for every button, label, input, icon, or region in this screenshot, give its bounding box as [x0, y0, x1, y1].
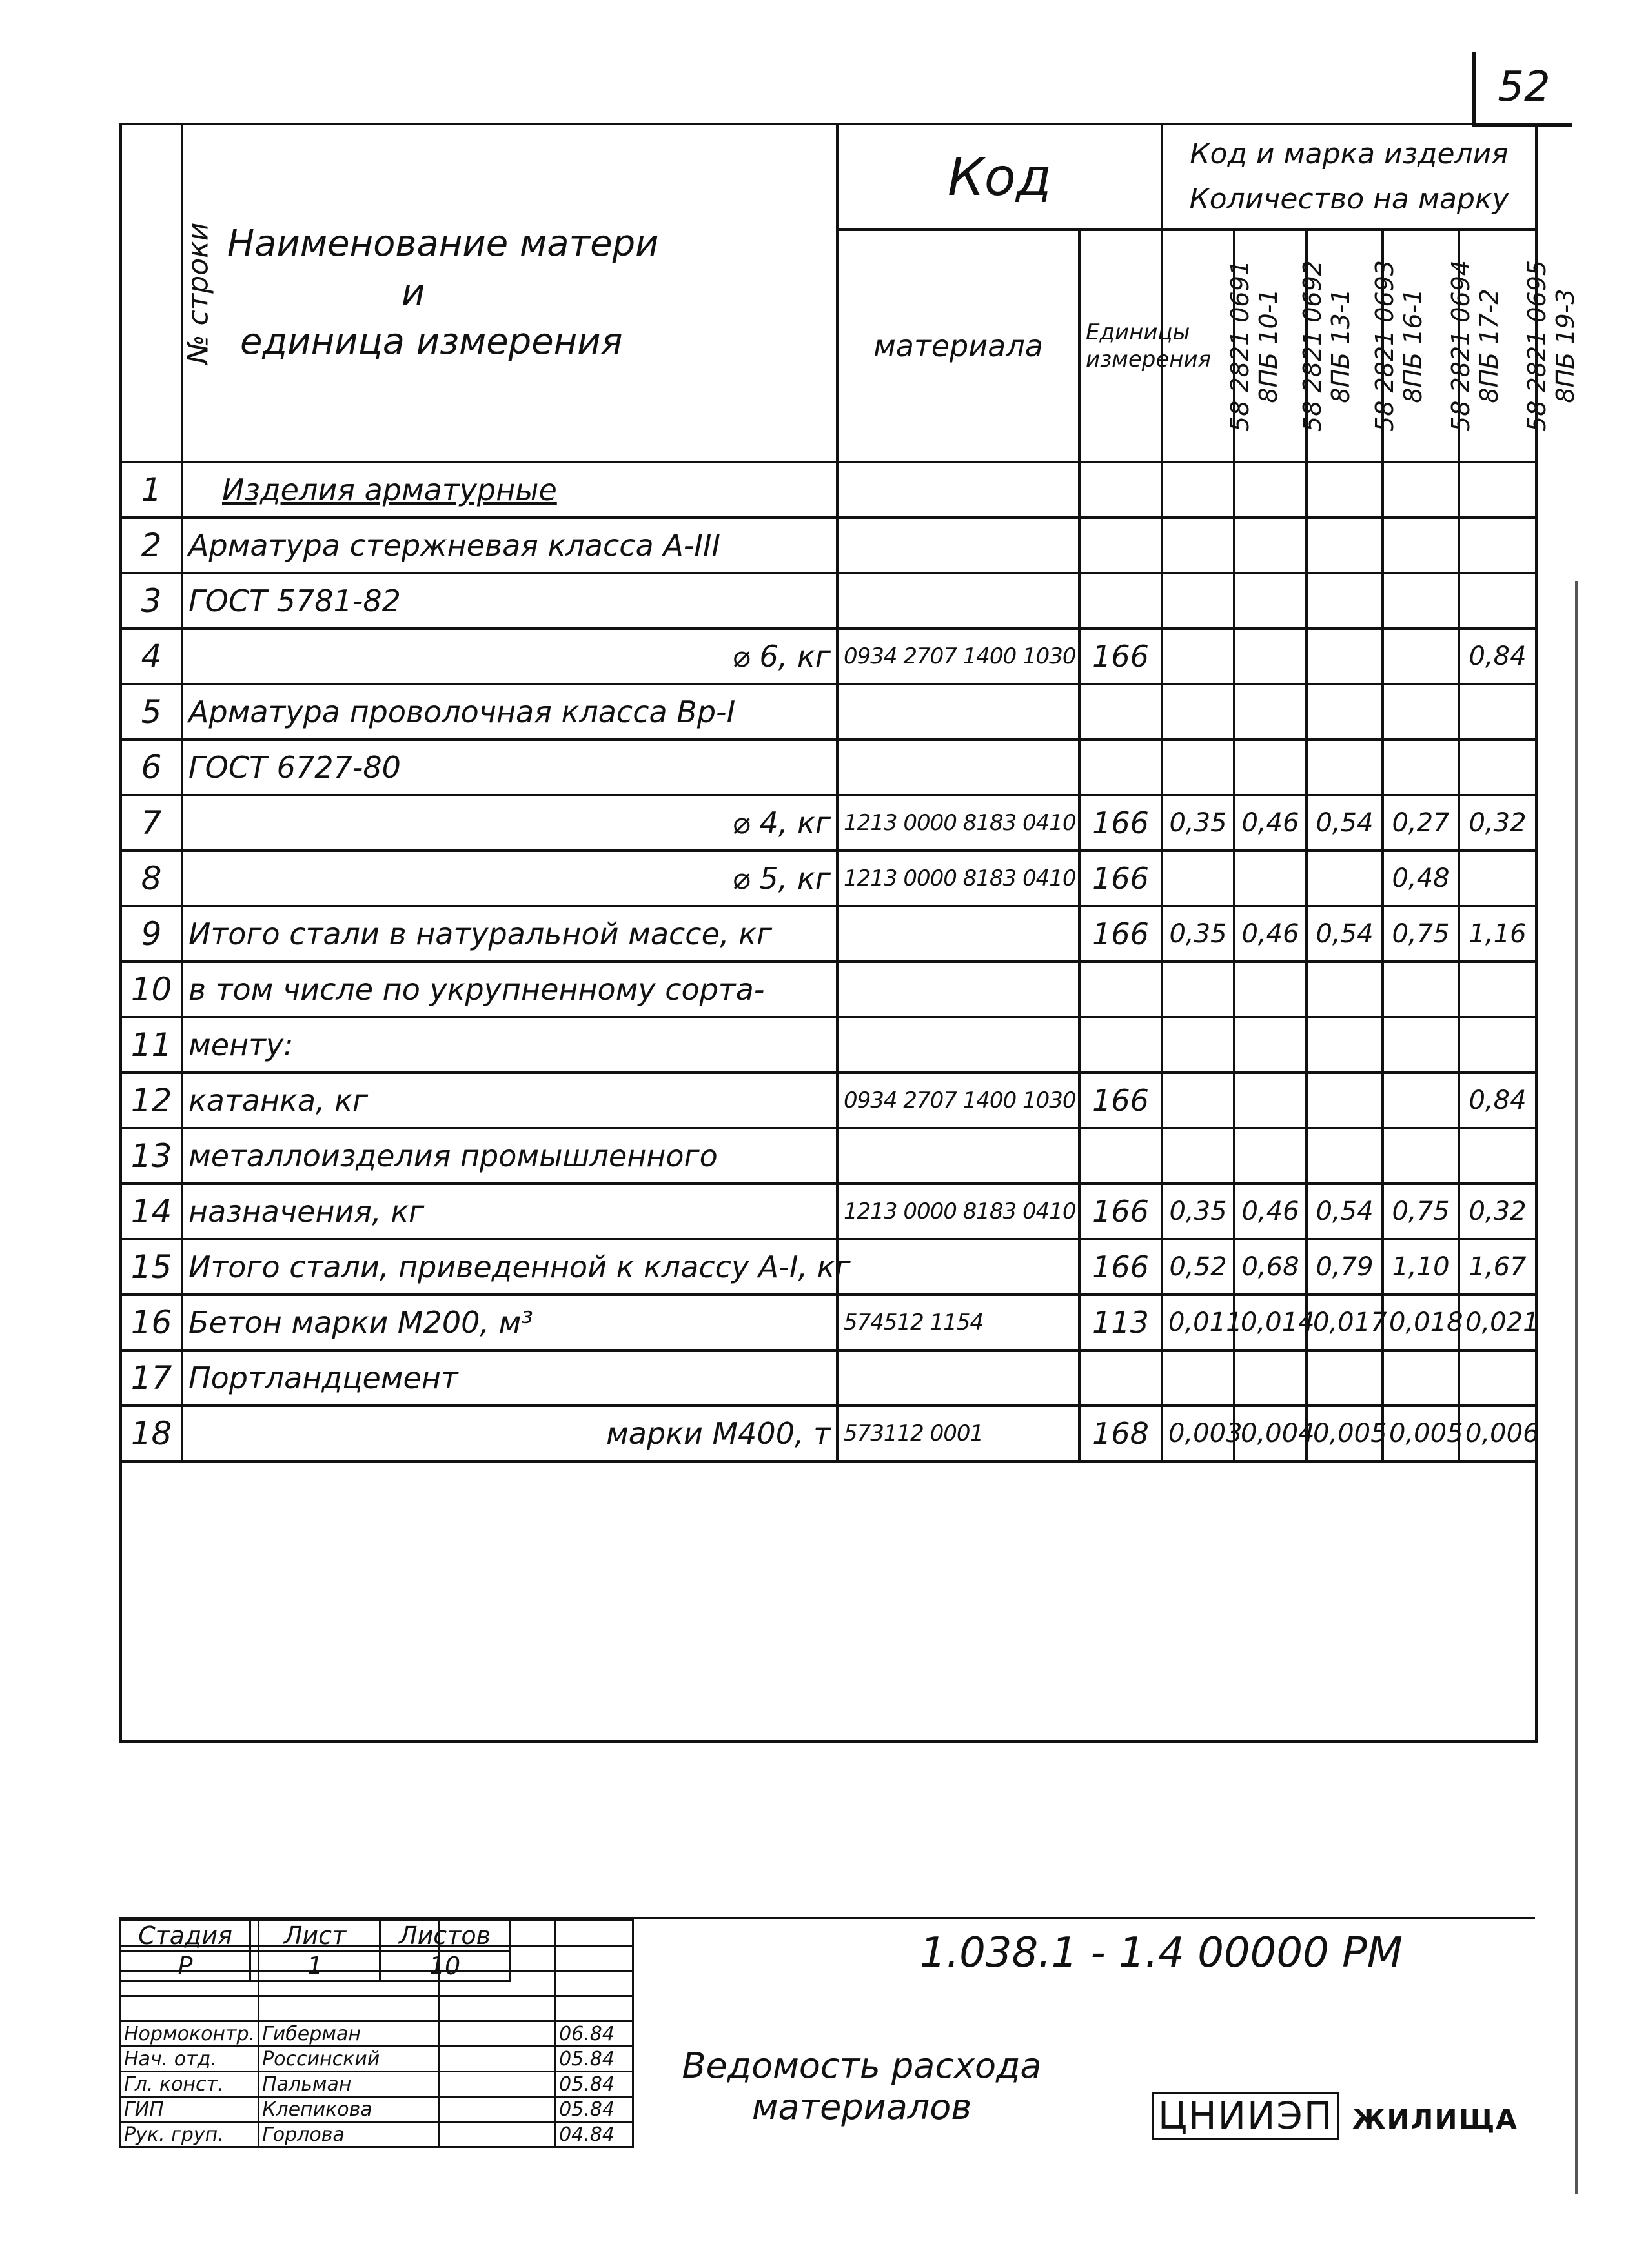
material-name: менту: — [182, 1017, 837, 1073]
material-name: ГОСТ 6727-80 — [182, 740, 837, 795]
signature-date: 04.84 — [556, 2122, 633, 2147]
material-code — [837, 740, 1079, 795]
quantity-cell — [1162, 1073, 1234, 1128]
signer-role: ГИП — [121, 2097, 259, 2122]
material-code: 573112 0001 — [837, 1406, 1079, 1461]
row-number: 11 — [121, 1017, 182, 1073]
materials-table — [119, 123, 1580, 1743]
signer-name: Гиберман — [259, 2021, 440, 2047]
quantity-cell — [1307, 462, 1383, 518]
product-column-2: 58 2821 0692 8ПБ 13-1 — [1234, 230, 1307, 462]
quantity-cell: 0,014 — [1234, 1295, 1307, 1350]
quantity-cell: 0,011 — [1162, 1295, 1234, 1350]
quantity-cell — [1234, 740, 1307, 795]
quantity-cell — [1383, 962, 1459, 1017]
quantity-cell — [1307, 962, 1383, 1017]
signature — [440, 2072, 556, 2097]
material-code: 0934 2707 1400 1030 — [837, 1073, 1079, 1128]
quantity-cell — [1383, 573, 1459, 629]
row-number: 8 — [121, 851, 182, 906]
quantity-cell: 1,16 — [1459, 906, 1536, 962]
sheet-label: Лист — [250, 1921, 380, 1951]
signature-row — [121, 2047, 633, 2072]
material-name: Портландцемент — [182, 1350, 837, 1406]
organization: ЦНИИЭП ЖИЛИЩА — [1152, 2094, 1518, 2138]
material-name: в том числе по укрупненному сорта- — [182, 962, 837, 1017]
stage-value: Р — [121, 1951, 250, 1981]
signature — [440, 2097, 556, 2122]
material-name: ⌀ 4, кг — [182, 795, 837, 851]
quantity-cell — [1307, 740, 1383, 795]
material-code — [837, 573, 1079, 629]
unit-code — [1079, 740, 1162, 795]
quantity-cell — [1307, 1350, 1383, 1406]
unit-code: 168 — [1079, 1406, 1162, 1461]
row-number: 4 — [121, 629, 182, 684]
unit-code-header: Единицы измерения — [1079, 230, 1162, 462]
material-name: Бетон марки М200, м³ — [182, 1295, 837, 1350]
quantity-cell — [1459, 962, 1536, 1017]
material-code — [837, 1239, 1079, 1295]
row-number: 13 — [121, 1128, 182, 1184]
quantity-cell: 0,35 — [1162, 906, 1234, 962]
table-row — [121, 962, 1536, 1017]
quantity-cell — [1459, 740, 1536, 795]
quantity-cell: 0,32 — [1459, 1184, 1536, 1239]
quantity-cell — [1459, 1128, 1536, 1184]
quantity-cell — [1459, 1350, 1536, 1406]
stage-table — [119, 1919, 511, 1982]
material-name: Итого стали в натуральной массе, кг — [182, 906, 837, 962]
stage-label: Стадия — [121, 1921, 250, 1951]
unit-code: 166 — [1079, 1239, 1162, 1295]
quantity-cell: 0,021 — [1459, 1295, 1536, 1350]
quantity-cell — [1162, 962, 1234, 1017]
document-code: 1.038.1 - 1.4 00000 РМ — [920, 1929, 1403, 1977]
table-row — [121, 1239, 1536, 1295]
quantity-cell — [1459, 851, 1536, 906]
table-row — [121, 1295, 1536, 1350]
quantity-cell: 0,52 — [1162, 1239, 1234, 1295]
row-number: 12 — [121, 1073, 182, 1128]
table-row — [121, 1017, 1536, 1073]
product-column-4: 58 2821 0694 8ПБ 17-2 — [1383, 230, 1459, 462]
quantity-cell — [1162, 629, 1234, 684]
material-code — [837, 684, 1079, 740]
unit-code — [1079, 1128, 1162, 1184]
product-column-1: 58 2821 0691 8ПБ 10-1 — [1162, 230, 1234, 462]
row-number: 9 — [121, 906, 182, 962]
material-code — [837, 1128, 1079, 1184]
material-code-header: материала — [837, 230, 1079, 462]
table-row — [121, 518, 1536, 573]
quantity-cell: 0,004 — [1234, 1406, 1307, 1461]
material-code: 1213 0000 8183 0410 — [837, 851, 1079, 906]
table-row — [121, 684, 1536, 740]
material-name: Итого стали, приведенной к классу А-I, кг — [182, 1239, 837, 1295]
material-name: марки М400, т — [182, 1406, 837, 1461]
quantity-cell: 0,35 — [1162, 1184, 1234, 1239]
quantity-cell — [1383, 684, 1459, 740]
row-number: 6 — [121, 740, 182, 795]
quantity-cell — [1162, 1017, 1234, 1073]
material-code — [837, 962, 1079, 1017]
quantity-cell: 0,35 — [1162, 795, 1234, 851]
material-name: ⌀ 6, кг — [182, 629, 837, 684]
material-name: ⌀ 5, кг — [182, 851, 837, 906]
quantity-cell — [1162, 851, 1234, 906]
signer-name: Горлова — [259, 2122, 440, 2147]
quantity-cell — [1307, 851, 1383, 906]
signer-name: Россинский — [259, 2047, 440, 2072]
unit-code — [1079, 1350, 1162, 1406]
quantity-cell: 1,67 — [1459, 1239, 1536, 1295]
quantity-cell: 0,018 — [1383, 1295, 1459, 1350]
quantity-cell — [1307, 1128, 1383, 1184]
product-column-3: 58 2821 0693 8ПБ 16-1 — [1307, 230, 1383, 462]
quantity-cell: 0,005 — [1307, 1406, 1383, 1461]
unit-code: 166 — [1079, 1073, 1162, 1128]
product-column-5: 58 2821 0695 8ПБ 19-3 — [1459, 230, 1536, 462]
quantity-cell — [1383, 1128, 1459, 1184]
quantity-cell: 0,75 — [1383, 1184, 1459, 1239]
material-code: 574512 1154 — [837, 1295, 1079, 1350]
row-number: 15 — [121, 1239, 182, 1295]
unit-code — [1079, 1017, 1162, 1073]
quantity-cell: 0,017 — [1307, 1295, 1383, 1350]
signature-row — [121, 2122, 633, 2147]
quantity-cell — [1307, 629, 1383, 684]
unit-code: 113 — [1079, 1295, 1162, 1350]
quantity-cell — [1234, 684, 1307, 740]
material-code: 1213 0000 8183 0410 — [837, 795, 1079, 851]
quantity-cell: 0,005 — [1383, 1406, 1459, 1461]
quantity-cell — [1459, 684, 1536, 740]
material-code — [837, 906, 1079, 962]
quantity-cell — [1307, 684, 1383, 740]
signature-date: 05.84 — [556, 2047, 633, 2072]
document-title: Ведомость расхода материалов — [682, 2045, 1042, 2127]
quantity-cell — [1234, 851, 1307, 906]
quantity-cell: 0,54 — [1307, 795, 1383, 851]
quantity-cell: 0,46 — [1234, 795, 1307, 851]
quantity-cell: 0,54 — [1307, 906, 1383, 962]
quantity-cell — [1383, 518, 1459, 573]
table-row — [121, 851, 1536, 906]
quantity-cell: 0,32 — [1459, 795, 1536, 851]
quantity-cell — [1459, 462, 1536, 518]
table-row — [121, 906, 1536, 962]
row-number: 7 — [121, 795, 182, 851]
material-name: металлоизделия промышленного — [182, 1128, 837, 1184]
material-code: 0934 2707 1400 1030 — [837, 629, 1079, 684]
quantity-cell — [1234, 1350, 1307, 1406]
blank-area — [121, 1461, 1536, 1741]
signature-date: 05.84 — [556, 2097, 633, 2122]
quantity-cell — [1162, 518, 1234, 573]
unit-code: 166 — [1079, 1184, 1162, 1239]
unit-code — [1079, 518, 1162, 573]
signer-role: Рук. груп. — [121, 2122, 259, 2147]
quantity-cell: 0,46 — [1234, 1184, 1307, 1239]
table-row — [121, 573, 1536, 629]
row-number: 18 — [121, 1406, 182, 1461]
material-code — [837, 1350, 1079, 1406]
unit-code — [1079, 573, 1162, 629]
signature-row — [121, 2072, 633, 2097]
table-row — [121, 1406, 1536, 1461]
signature — [440, 2122, 556, 2147]
margin-line — [1575, 581, 1578, 2194]
row-number: 5 — [121, 684, 182, 740]
product-header: Код и марка изделия Количество на марку — [1162, 124, 1536, 230]
quantity-cell — [1459, 518, 1536, 573]
material-code — [837, 462, 1079, 518]
quantity-cell: 0,79 — [1307, 1239, 1383, 1295]
unit-code — [1079, 962, 1162, 1017]
row-number: 2 — [121, 518, 182, 573]
signature-date: 05.84 — [556, 2072, 633, 2097]
signature — [440, 2021, 556, 2047]
signature-row — [121, 2021, 633, 2047]
sheet-value: 1 — [250, 1951, 380, 1981]
signer-name: Клепикова — [259, 2097, 440, 2122]
quantity-cell: 0,48 — [1383, 851, 1459, 906]
quantity-cell: 0,84 — [1459, 629, 1536, 684]
quantity-cell: 0,003 — [1162, 1406, 1234, 1461]
row-number: 1 — [121, 462, 182, 518]
quantity-cell: 0,68 — [1234, 1239, 1307, 1295]
quantity-cell — [1383, 462, 1459, 518]
material-name: катанка, кг — [182, 1073, 837, 1128]
quantity-cell — [1234, 629, 1307, 684]
quantity-cell — [1162, 462, 1234, 518]
signature-date: 06.84 — [556, 2021, 633, 2047]
quantity-cell — [1307, 1017, 1383, 1073]
row-number: 10 — [121, 962, 182, 1017]
quantity-cell: 0,006 — [1459, 1406, 1536, 1461]
table-row — [121, 1184, 1536, 1239]
quantity-cell — [1162, 1350, 1234, 1406]
material-name: Изделия арматурные — [182, 462, 837, 518]
sheets-value: 10 — [380, 1951, 510, 1981]
unit-code: 166 — [1079, 851, 1162, 906]
signer-role: Гл. конст. — [121, 2072, 259, 2097]
quantity-cell — [1459, 1017, 1536, 1073]
material-code: 1213 0000 8183 0410 — [837, 1184, 1079, 1239]
unit-code: 166 — [1079, 629, 1162, 684]
material-code — [837, 1017, 1079, 1073]
row-number-header: № строки — [121, 124, 182, 462]
row-number: 16 — [121, 1295, 182, 1350]
quantity-cell — [1234, 1128, 1307, 1184]
quantity-cell — [1383, 740, 1459, 795]
row-number: 17 — [121, 1350, 182, 1406]
quantity-cell — [1234, 462, 1307, 518]
quantity-cell: 0,27 — [1383, 795, 1459, 851]
quantity-cell: 0,75 — [1383, 906, 1459, 962]
material-name: назначения, кг — [182, 1184, 837, 1239]
quantity-cell — [1383, 629, 1459, 684]
material-name: Арматура стержневая класса А-III — [182, 518, 837, 573]
quantity-cell — [1234, 1073, 1307, 1128]
quantity-cell — [1307, 1073, 1383, 1128]
material-name-header: Наименование матери и единица измерения — [182, 124, 837, 462]
quantity-cell: 0,84 — [1459, 1073, 1536, 1128]
table-row — [121, 740, 1536, 795]
signer-name: Пальман — [259, 2072, 440, 2097]
signer-role: Нач. отд. — [121, 2047, 259, 2072]
row-number: 14 — [121, 1184, 182, 1239]
quantity-cell — [1162, 740, 1234, 795]
quantity-cell — [1162, 573, 1234, 629]
table-row — [121, 462, 1536, 518]
unit-code: 166 — [1079, 906, 1162, 962]
unit-code — [1079, 684, 1162, 740]
quantity-cell — [1307, 518, 1383, 573]
signature — [440, 2047, 556, 2072]
material-code — [837, 518, 1079, 573]
table-row — [121, 795, 1536, 851]
signature-row — [121, 2097, 633, 2122]
quantity-cell: 0,54 — [1307, 1184, 1383, 1239]
quantity-cell — [1234, 518, 1307, 573]
table-row — [121, 1350, 1536, 1406]
unit-code: 166 — [1079, 795, 1162, 851]
material-name: Арматура проволочная класса Вр-I — [182, 684, 837, 740]
quantity-cell — [1383, 1350, 1459, 1406]
code-header: Код — [837, 124, 1162, 230]
table-row — [121, 629, 1536, 684]
sheet-number: 52 — [1472, 52, 1572, 127]
table-row — [121, 1073, 1536, 1128]
quantity-cell — [1383, 1017, 1459, 1073]
sheets-label: Листов — [380, 1921, 510, 1951]
title-block — [119, 1917, 1535, 2178]
quantity-cell — [1162, 684, 1234, 740]
row-number: 3 — [121, 573, 182, 629]
quantity-cell — [1307, 573, 1383, 629]
quantity-cell — [1162, 1128, 1234, 1184]
quantity-cell — [1234, 962, 1307, 1017]
quantity-cell — [1234, 1017, 1307, 1073]
quantity-cell — [1459, 573, 1536, 629]
quantity-cell — [1383, 1073, 1459, 1128]
table-row — [121, 1128, 1536, 1184]
quantity-cell — [1234, 573, 1307, 629]
signer-role: Нормоконтр. — [121, 2021, 259, 2047]
unit-code — [1079, 462, 1162, 518]
quantity-cell: 1,10 — [1383, 1239, 1459, 1295]
material-name: ГОСТ 5781-82 — [182, 573, 837, 629]
quantity-cell: 0,46 — [1234, 906, 1307, 962]
